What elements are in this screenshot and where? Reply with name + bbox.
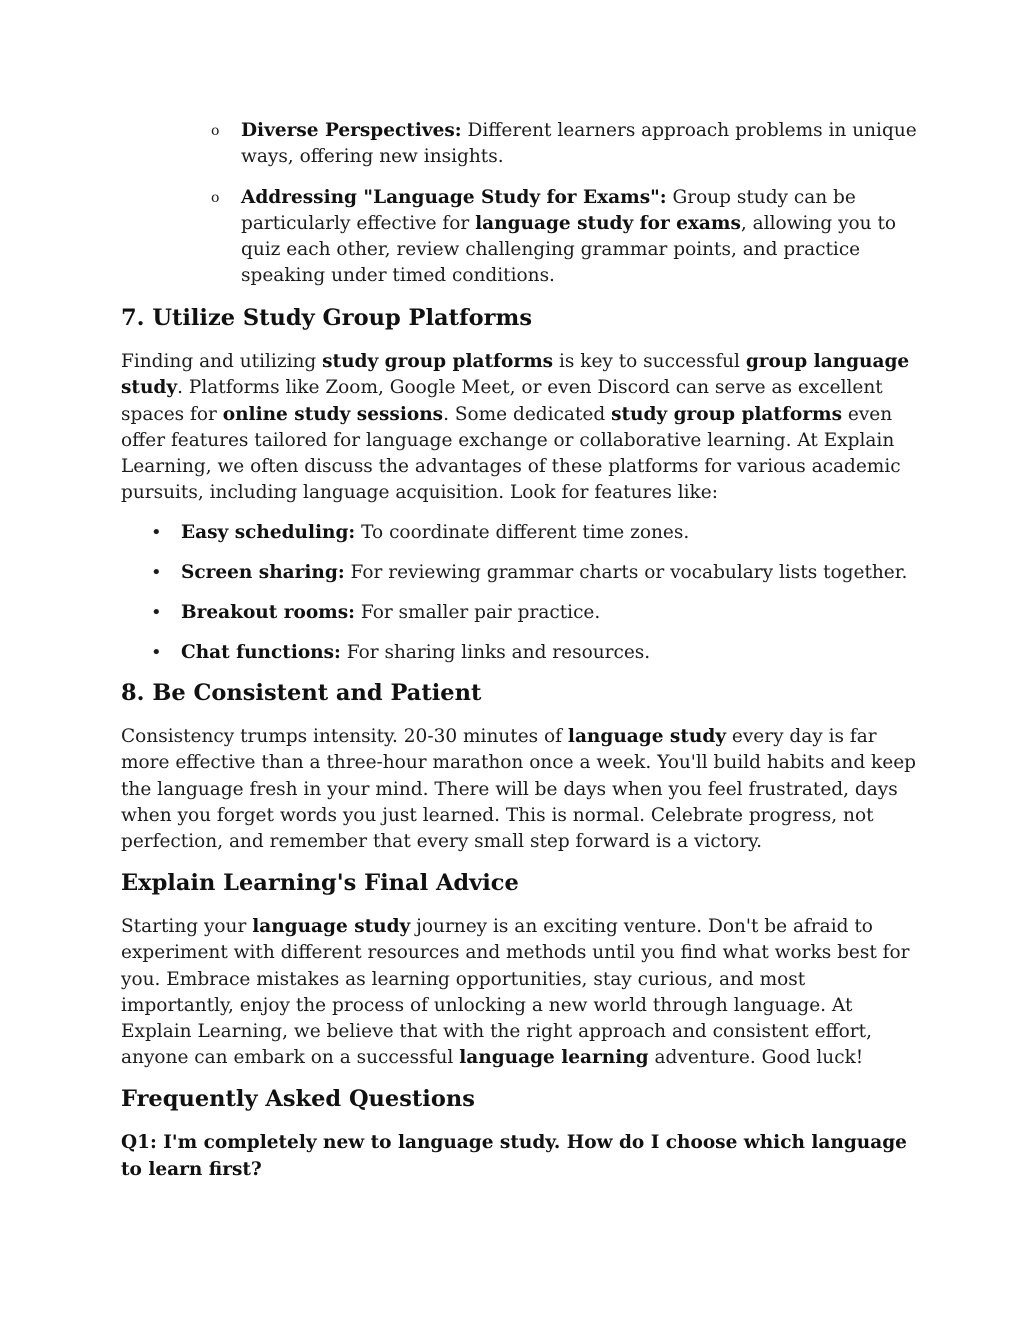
feature-bullet-list (151, 520, 921, 680)
circle-bullet-icon: o (211, 123, 220, 139)
bullet-text: For reviewing grammar charts or vocabulary lists together. (344, 562, 908, 583)
paragraph-text: . Some dedicated (443, 403, 612, 425)
paragraph-emphasis: language study (567, 726, 727, 747)
bullet-screen-sharing (151, 560, 921, 600)
paragraph-text: Starting your (121, 916, 253, 937)
paragraph-emphasis: language learning (459, 1047, 649, 1069)
final-advice-paragraph (121, 914, 921, 1072)
sub-point-text: Different learners approach problems in unique ways, offering new insights. (241, 120, 917, 168)
bullet-text: For sharing links and resources. (340, 642, 651, 663)
sub-point-list (211, 118, 921, 304)
paragraph-text: . Platforms like Zoom, Google Meet, or even Discord can serve as excellent spaces for (121, 377, 883, 425)
paragraph-emphasis: online study sessions (222, 403, 444, 425)
sub-point-emphasis: language study for exams (475, 212, 741, 234)
bullet-title: Breakout rooms: (181, 602, 355, 623)
sub-point-text: , allowing you to quiz each other, review challenging grammar points, and practice speaking under timed conditions. (241, 212, 897, 287)
bullet-text: To coordinate different time zones. (355, 522, 690, 543)
bullet-dot-icon: • (151, 602, 162, 623)
final-advice-heading: Explain Learning's Final Advice (121, 870, 519, 896)
paragraph-text: journey is an exciting venture. Don't be afraid to experiment with different resources and methods until you find what works best for you. Embrace mistakes as learning opportunities, stay curious, and most importantly, enjoy the process of unlocking a new world through language. At Explain Learning, we believe that with the right approach and consistent effort, anyone can embark on a successful (121, 916, 910, 1069)
bullet-title: Screen sharing: (181, 562, 345, 583)
paragraph-emphasis: group language study (121, 351, 910, 399)
faq-heading: Frequently Asked Questions (121, 1086, 475, 1112)
section8-paragraph (121, 724, 921, 855)
bullet-text: For smaller pair practice. (354, 602, 601, 623)
sub-point-title: Diverse Perspectives: (241, 120, 462, 141)
circle-bullet-icon: o (211, 189, 220, 206)
paragraph-text: Consistency trumps intensity. 20-30 minutes of (121, 726, 568, 747)
faq-question-1: Q1: I'm completely new to language study. How do I choose which language to learn first? (121, 1132, 907, 1180)
bullet-easy-scheduling (151, 520, 921, 560)
bullet-dot-icon: • (151, 562, 162, 583)
bullet-title: Chat functions: (181, 642, 341, 663)
bullet-title: Easy scheduling: (181, 522, 356, 543)
bullet-dot-icon: • (151, 522, 162, 543)
paragraph-text: every day is far more effective than a three-hour marathon once a week. You'll build habits and keep the language fresh in your mind. There will be days when you feel frustrated, days when you forget words you just learned. This is normal. Celebrate progress, not perfection, and remember that every small step forward is a victory. (121, 726, 916, 853)
sub-point-title: Addressing "Language Study for Exams": (241, 186, 667, 208)
section-heading-7: 7. Utilize Study Group Platforms (121, 305, 532, 331)
paragraph-text: even offer features tailored for language exchange or collaborative learning. At Explain Learning, we often discuss the advantages of these platforms for various academic pursuits, including language acquisition. Look for features like: (121, 403, 901, 504)
paragraph-text: Finding and utilizing (121, 351, 323, 372)
bullet-breakout-rooms (151, 600, 921, 640)
paragraph-text: adventure. Good luck! (648, 1047, 864, 1069)
paragraph-emphasis: study group platforms (611, 403, 842, 425)
paragraph-text: is key to successful (553, 351, 746, 372)
sub-point-language-study-exams (211, 185, 921, 290)
sub-point-diverse-perspectives (211, 118, 921, 171)
paragraph-emphasis: language study (252, 916, 411, 937)
bullet-chat-functions (151, 640, 921, 680)
section7-paragraph (121, 349, 921, 507)
paragraph-emphasis: study group platforms (322, 351, 554, 372)
bullet-dot-icon: • (151, 642, 162, 663)
section-heading-8: 8. Be Consistent and Patient (121, 680, 482, 706)
sub-point-text: Group study can be particularly effective for (241, 186, 856, 234)
